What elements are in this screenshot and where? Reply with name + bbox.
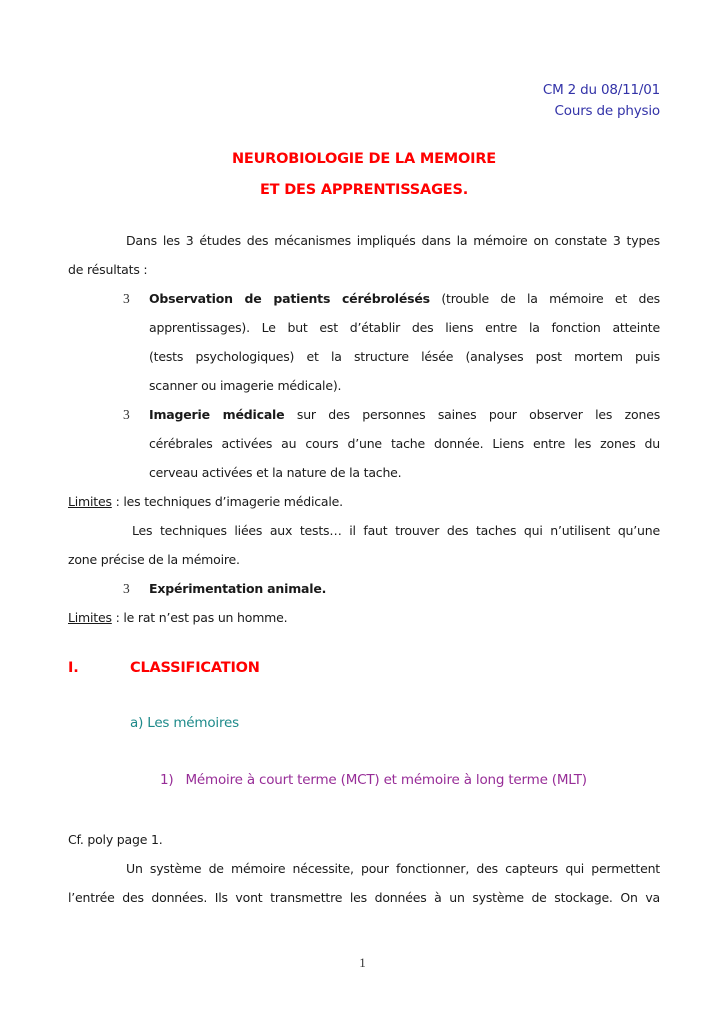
cf-poly-note: Cf. poly page 1. [68,832,163,847]
section-heading-classification [68,654,660,683]
limites-rat [68,603,660,632]
bullet-line [149,400,660,429]
system-memory-paragraph [68,854,660,912]
bullet-list [123,284,660,487]
bullet-list [123,574,660,603]
bullet-line: scanner ou imagerie médicale). [149,378,342,393]
limites-text: : le rat n’est pas un homme. [111,610,288,625]
bullet-marker: 3 [123,407,130,422]
intro-line: de résultats : [68,262,148,277]
limites-text: : les techniques d’imagerie médicale. [111,494,343,509]
page-number: 1 [359,955,366,970]
tests-note-line: zone précise de la mémoire. [68,552,240,567]
section-title: CLASSIFICATION [130,660,260,676]
bullet-line: Expérimentation animale. [149,581,327,596]
limites-label: Limites [68,610,112,625]
bullet-marker: 3 [123,291,130,306]
subsection-1-mct-mlt [160,766,660,795]
header-course-name: Cours de physio [554,103,660,119]
intro-line: Dans les 3 études des mécanismes impliqués dans la mémoire on constate 3 types [126,233,660,248]
bullet-line-rest: (trouble de la mémoire et des [429,291,660,306]
document-title-line1: NEUROBIOLOGIE DE LA MEMOIRE [231,151,497,167]
bullet-line: cerveau activées et la nature de la tache. [149,465,402,480]
bullet-line: (tests psychologiques) et la structure lésée (analyses post mortem puis [149,349,660,364]
bullet-marker: 3 [123,581,130,596]
bullet-text [149,400,660,487]
subsection-a-les-memoires: a) Les mémoires [130,715,239,731]
tests-note-line: Les techniques liées aux tests… il faut trouver des taches qui n’utilisent qu’une [132,523,660,538]
document-title [68,144,660,206]
header [68,80,660,122]
bullet-line [149,284,660,313]
bullet-lead-bold: Observation de patients cérébrolésés [149,291,430,306]
bullet-line: cérébrales activées au cours d’une tache donnée. Liens entre les zones du [149,436,660,451]
bullet-text [149,574,660,603]
system-memory-line: Un système de mémoire nécessite, pour fonctionner, des capteurs qui permettent [126,861,660,876]
bullet-text [149,284,660,400]
bullet-item-experimentation [123,574,660,603]
header-course-code: CM 2 du 08/11/01 [542,82,660,98]
intro-paragraph [68,226,660,284]
document-title-line2: ET DES APPRENTISSAGES. [259,182,469,198]
bullet-item-imagerie [123,400,660,487]
limites-imagerie [68,487,660,516]
bullet-lead-bold: Imagerie médicale [149,407,285,422]
subsection-1-title: Mémoire à court terme (MCT) et mémoire à long terme (MLT) [185,772,587,788]
system-memory-line: l’entrée des données. Ils vont transmettre les données à un système de stockage. On va [68,890,660,905]
section-numeral: I. [68,660,79,676]
limites-label: Limites [68,494,112,509]
tests-note-paragraph [68,516,660,574]
subsection-1-marker: 1) [160,772,174,788]
bullet-line-rest: sur des personnes saines pour observer les zones [284,407,660,422]
bullet-item-observation [123,284,660,400]
bullet-line: apprentissages). Le but est d’établir des liens entre la fonction atteinte [149,320,660,335]
